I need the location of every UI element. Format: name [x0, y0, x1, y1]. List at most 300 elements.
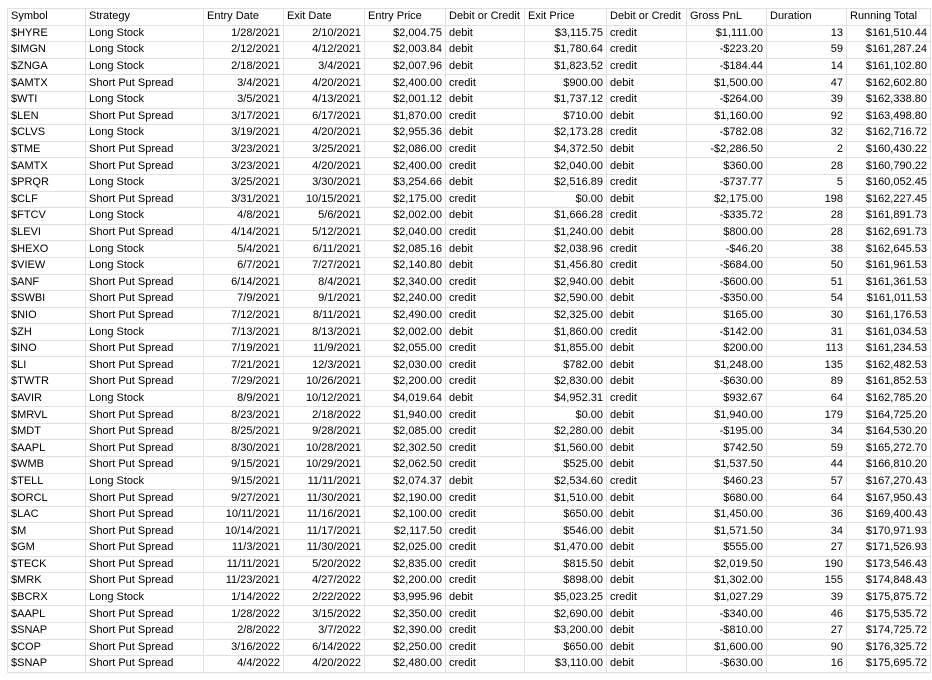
- cell-gross-pnl: $2,175.00: [687, 191, 767, 208]
- cell-entry-price: $2,140.80: [365, 257, 446, 274]
- cell-entry-debit-or-credit: credit: [446, 340, 525, 357]
- cell-duration: 59: [767, 42, 847, 59]
- cell-exit-price: $1,823.52: [525, 58, 607, 75]
- cell-strategy: Long Stock: [86, 125, 204, 142]
- cell-exit-price: $900.00: [525, 75, 607, 92]
- cell-exit-date: 2/10/2021: [284, 25, 365, 42]
- cell-running-total: $161,510.44: [847, 25, 931, 42]
- cell-gross-pnl: $1,027.29: [687, 589, 767, 606]
- table-row: [8, 58, 931, 75]
- cell-entry-price: $2,074.37: [365, 473, 446, 490]
- cell-exit-date: 6/17/2021: [284, 108, 365, 125]
- cell-entry-debit-or-credit: credit: [446, 307, 525, 324]
- cell-exit-date: 8/11/2021: [284, 307, 365, 324]
- cell-entry-date: 4/4/2022: [204, 656, 284, 673]
- cell-exit-date: 3/7/2022: [284, 622, 365, 639]
- cell-duration: 57: [767, 473, 847, 490]
- table-row: [8, 390, 931, 407]
- cell-symbol: $ORCL: [8, 490, 86, 507]
- table-row: [8, 174, 931, 191]
- cell-exit-price: $525.00: [525, 457, 607, 474]
- table-row: [8, 208, 931, 225]
- cell-gross-pnl: -$810.00: [687, 622, 767, 639]
- cell-symbol: $CLVS: [8, 125, 86, 142]
- cell-duration: 44: [767, 457, 847, 474]
- cell-exit-price: $2,534.60: [525, 473, 607, 490]
- cell-entry-debit-or-credit: credit: [446, 573, 525, 590]
- cell-exit-price: $2,280.00: [525, 423, 607, 440]
- cell-symbol: $AAPL: [8, 606, 86, 623]
- cell-exit-debit-or-credit: credit: [607, 241, 687, 258]
- cell-entry-debit-or-credit: credit: [446, 506, 525, 523]
- cell-gross-pnl: -$184.44: [687, 58, 767, 75]
- cell-strategy: Short Put Spread: [86, 457, 204, 474]
- cell-duration: 39: [767, 589, 847, 606]
- cell-exit-debit-or-credit: debit: [607, 523, 687, 540]
- cell-entry-date: 8/25/2021: [204, 423, 284, 440]
- cell-exit-price: $3,200.00: [525, 622, 607, 639]
- cell-entry-debit-or-credit: debit: [446, 473, 525, 490]
- cell-exit-date: 10/29/2021: [284, 457, 365, 474]
- column-header-exit-date: Exit Date: [284, 9, 365, 26]
- cell-gross-pnl: $1,302.00: [687, 573, 767, 590]
- cell-duration: 50: [767, 257, 847, 274]
- cell-strategy: Short Put Spread: [86, 291, 204, 308]
- cell-duration: 32: [767, 125, 847, 142]
- cell-exit-price: $710.00: [525, 108, 607, 125]
- cell-entry-debit-or-credit: credit: [446, 374, 525, 391]
- cell-entry-debit-or-credit: credit: [446, 639, 525, 656]
- cell-entry-date: 7/12/2021: [204, 307, 284, 324]
- cell-duration: 64: [767, 390, 847, 407]
- cell-strategy: Long Stock: [86, 241, 204, 258]
- cell-symbol: $MRVL: [8, 407, 86, 424]
- cell-entry-price: $2,085.00: [365, 423, 446, 440]
- cell-entry-debit-or-credit: credit: [446, 490, 525, 507]
- cell-duration: 190: [767, 556, 847, 573]
- cell-exit-debit-or-credit: debit: [607, 407, 687, 424]
- cell-exit-date: 5/12/2021: [284, 224, 365, 241]
- column-header-running-total: Running Total: [847, 9, 931, 26]
- cell-running-total: $161,361.53: [847, 274, 931, 291]
- cell-exit-date: 5/6/2021: [284, 208, 365, 225]
- cell-strategy: Short Put Spread: [86, 556, 204, 573]
- cell-exit-date: 5/20/2022: [284, 556, 365, 573]
- cell-symbol: $SNAP: [8, 656, 86, 673]
- cell-symbol: $BCRX: [8, 589, 86, 606]
- cell-entry-debit-or-credit: credit: [446, 556, 525, 573]
- cell-running-total: $161,011.53: [847, 291, 931, 308]
- cell-exit-price: $815.50: [525, 556, 607, 573]
- table-row: [8, 191, 931, 208]
- cell-entry-price: $2,390.00: [365, 622, 446, 639]
- cell-entry-debit-or-credit: credit: [446, 457, 525, 474]
- cell-entry-date: 3/25/2021: [204, 174, 284, 191]
- table-row: [8, 374, 931, 391]
- cell-running-total: $162,602.80: [847, 75, 931, 92]
- cell-exit-price: $3,115.75: [525, 25, 607, 42]
- cell-gross-pnl: -$46.20: [687, 241, 767, 258]
- cell-duration: 13: [767, 25, 847, 42]
- table-row: [8, 158, 931, 175]
- cell-exit-date: 10/12/2021: [284, 390, 365, 407]
- cell-strategy: Short Put Spread: [86, 656, 204, 673]
- cell-exit-debit-or-credit: debit: [607, 75, 687, 92]
- cell-running-total: $162,785.20: [847, 390, 931, 407]
- cell-symbol: $VIEW: [8, 257, 86, 274]
- cell-gross-pnl: $2,019.50: [687, 556, 767, 573]
- table-row: [8, 573, 931, 590]
- cell-exit-price: $0.00: [525, 407, 607, 424]
- cell-exit-price: $1,240.00: [525, 224, 607, 241]
- cell-entry-price: $2,040.00: [365, 224, 446, 241]
- cell-strategy: Short Put Spread: [86, 523, 204, 540]
- cell-exit-debit-or-credit: credit: [607, 589, 687, 606]
- cell-strategy: Long Stock: [86, 42, 204, 59]
- cell-exit-debit-or-credit: debit: [607, 108, 687, 125]
- cell-exit-price: $782.00: [525, 357, 607, 374]
- cell-exit-debit-or-credit: debit: [607, 506, 687, 523]
- cell-running-total: $163,498.80: [847, 108, 931, 125]
- cell-gross-pnl: $1,940.00: [687, 407, 767, 424]
- cell-entry-date: 8/30/2021: [204, 440, 284, 457]
- cell-exit-debit-or-credit: debit: [607, 291, 687, 308]
- cell-entry-debit-or-credit: debit: [446, 589, 525, 606]
- cell-exit-price: $1,456.80: [525, 257, 607, 274]
- cell-entry-debit-or-credit: credit: [446, 75, 525, 92]
- cell-strategy: Short Put Spread: [86, 440, 204, 457]
- cell-duration: 92: [767, 108, 847, 125]
- cell-running-total: $166,810.20: [847, 457, 931, 474]
- cell-gross-pnl: $460.23: [687, 473, 767, 490]
- cell-exit-price: $3,110.00: [525, 656, 607, 673]
- cell-entry-date: 3/23/2021: [204, 141, 284, 158]
- cell-symbol: $AVIR: [8, 390, 86, 407]
- cell-duration: 198: [767, 191, 847, 208]
- cell-entry-debit-or-credit: credit: [446, 158, 525, 175]
- cell-entry-debit-or-credit: credit: [446, 108, 525, 125]
- cell-duration: 5: [767, 174, 847, 191]
- cell-exit-price: $2,940.00: [525, 274, 607, 291]
- cell-duration: 89: [767, 374, 847, 391]
- cell-strategy: Short Put Spread: [86, 357, 204, 374]
- cell-duration: 135: [767, 357, 847, 374]
- cell-entry-date: 10/11/2021: [204, 506, 284, 523]
- cell-strategy: Short Put Spread: [86, 639, 204, 656]
- cell-entry-date: 3/17/2021: [204, 108, 284, 125]
- cell-exit-date: 4/12/2021: [284, 42, 365, 59]
- cell-strategy: Long Stock: [86, 58, 204, 75]
- table-row: [8, 274, 931, 291]
- cell-strategy: Short Put Spread: [86, 423, 204, 440]
- cell-exit-date: 3/30/2021: [284, 174, 365, 191]
- cell-running-total: $169,400.43: [847, 506, 931, 523]
- cell-running-total: $175,535.72: [847, 606, 931, 623]
- cell-exit-debit-or-credit: debit: [607, 374, 687, 391]
- cell-entry-debit-or-credit: debit: [446, 91, 525, 108]
- cell-entry-date: 9/15/2021: [204, 457, 284, 474]
- cell-entry-date: 10/14/2021: [204, 523, 284, 540]
- cell-entry-date: 7/9/2021: [204, 291, 284, 308]
- cell-exit-date: 6/11/2021: [284, 241, 365, 258]
- cell-symbol: $FTCV: [8, 208, 86, 225]
- cell-strategy: Long Stock: [86, 589, 204, 606]
- cell-exit-price: $2,590.00: [525, 291, 607, 308]
- cell-exit-date: 7/27/2021: [284, 257, 365, 274]
- cell-entry-date: 11/3/2021: [204, 540, 284, 557]
- column-header-entry-debit-or-credit: Debit or Credit: [446, 9, 525, 26]
- cell-entry-price: $2,490.00: [365, 307, 446, 324]
- cell-entry-date: 3/23/2021: [204, 158, 284, 175]
- cell-entry-date: 4/8/2021: [204, 208, 284, 225]
- cell-exit-price: $1,860.00: [525, 324, 607, 341]
- cell-entry-debit-or-credit: credit: [446, 407, 525, 424]
- cell-entry-debit-or-credit: debit: [446, 174, 525, 191]
- cell-entry-price: $2,062.50: [365, 457, 446, 474]
- cell-exit-debit-or-credit: debit: [607, 423, 687, 440]
- cell-running-total: $162,691.73: [847, 224, 931, 241]
- cell-symbol: $GM: [8, 540, 86, 557]
- cell-entry-debit-or-credit: debit: [446, 390, 525, 407]
- cell-symbol: $M: [8, 523, 86, 540]
- cell-exit-date: 4/20/2021: [284, 158, 365, 175]
- cell-entry-date: 1/28/2021: [204, 25, 284, 42]
- cell-exit-price: $1,737.12: [525, 91, 607, 108]
- cell-exit-date: 10/15/2021: [284, 191, 365, 208]
- cell-entry-price: $2,001.12: [365, 91, 446, 108]
- cell-symbol: $AAPL: [8, 440, 86, 457]
- cell-exit-price: $2,325.00: [525, 307, 607, 324]
- cell-exit-price: $4,372.50: [525, 141, 607, 158]
- cell-running-total: $167,270.43: [847, 473, 931, 490]
- cell-symbol: $WMB: [8, 457, 86, 474]
- cell-entry-price: $2,003.84: [365, 42, 446, 59]
- cell-entry-price: $2,200.00: [365, 573, 446, 590]
- cell-exit-price: $1,855.00: [525, 340, 607, 357]
- cell-exit-date: 2/18/2022: [284, 407, 365, 424]
- cell-strategy: Short Put Spread: [86, 374, 204, 391]
- cell-entry-debit-or-credit: credit: [446, 291, 525, 308]
- cell-duration: 113: [767, 340, 847, 357]
- cell-strategy: Long Stock: [86, 174, 204, 191]
- cell-running-total: $161,034.53: [847, 324, 931, 341]
- column-header-gross-pnl: Gross PnL: [687, 9, 767, 26]
- cell-duration: 27: [767, 540, 847, 557]
- cell-entry-price: $2,175.00: [365, 191, 446, 208]
- table-row: [8, 540, 931, 557]
- table-row: [8, 42, 931, 59]
- cell-exit-date: 11/17/2021: [284, 523, 365, 540]
- cell-exit-price: $1,560.00: [525, 440, 607, 457]
- cell-entry-price: $2,340.00: [365, 274, 446, 291]
- cell-entry-price: $2,100.00: [365, 506, 446, 523]
- cell-entry-debit-or-credit: debit: [446, 241, 525, 258]
- cell-entry-date: 5/4/2021: [204, 241, 284, 258]
- cell-entry-date: 11/23/2021: [204, 573, 284, 590]
- cell-exit-date: 3/25/2021: [284, 141, 365, 158]
- cell-symbol: $AMTX: [8, 158, 86, 175]
- cell-running-total: $161,287.24: [847, 42, 931, 59]
- cell-strategy: Short Put Spread: [86, 606, 204, 623]
- cell-entry-date: 7/21/2021: [204, 357, 284, 374]
- cell-gross-pnl: $1,600.00: [687, 639, 767, 656]
- cell-strategy: Short Put Spread: [86, 506, 204, 523]
- cell-entry-debit-or-credit: credit: [446, 540, 525, 557]
- cell-gross-pnl: -$142.00: [687, 324, 767, 341]
- cell-running-total: $164,530.20: [847, 423, 931, 440]
- cell-exit-debit-or-credit: debit: [607, 357, 687, 374]
- cell-running-total: $162,227.45: [847, 191, 931, 208]
- cell-exit-date: 4/20/2022: [284, 656, 365, 673]
- cell-running-total: $162,482.53: [847, 357, 931, 374]
- cell-duration: 14: [767, 58, 847, 75]
- cell-entry-date: 1/28/2022: [204, 606, 284, 623]
- header-row: [8, 9, 931, 26]
- cell-symbol: $CLF: [8, 191, 86, 208]
- cell-exit-debit-or-credit: debit: [607, 457, 687, 474]
- cell-entry-price: $2,085.16: [365, 241, 446, 258]
- table-row: [8, 324, 931, 341]
- table-header: [8, 9, 931, 26]
- column-header-entry-date: Entry Date: [204, 9, 284, 26]
- table-row: [8, 407, 931, 424]
- cell-strategy: Long Stock: [86, 91, 204, 108]
- cell-exit-debit-or-credit: credit: [607, 390, 687, 407]
- cell-exit-debit-or-credit: debit: [607, 490, 687, 507]
- cell-entry-price: $2,117.50: [365, 523, 446, 540]
- cell-exit-price: $2,830.00: [525, 374, 607, 391]
- cell-entry-date: 6/14/2021: [204, 274, 284, 291]
- cell-strategy: Long Stock: [86, 473, 204, 490]
- cell-entry-price: $2,007.96: [365, 58, 446, 75]
- cell-exit-debit-or-credit: credit: [607, 174, 687, 191]
- table-row: [8, 25, 931, 42]
- cell-exit-date: 9/1/2021: [284, 291, 365, 308]
- cell-exit-date: 6/14/2022: [284, 639, 365, 656]
- cell-running-total: $167,950.43: [847, 490, 931, 507]
- cell-strategy: Short Put Spread: [86, 191, 204, 208]
- cell-exit-debit-or-credit: credit: [607, 208, 687, 225]
- cell-strategy: Long Stock: [86, 257, 204, 274]
- cell-running-total: $165,272.70: [847, 440, 931, 457]
- cell-exit-debit-or-credit: credit: [607, 125, 687, 142]
- cell-symbol: $COP: [8, 639, 86, 656]
- cell-entry-date: 8/9/2021: [204, 390, 284, 407]
- cell-entry-date: 7/19/2021: [204, 340, 284, 357]
- cell-gross-pnl: -$340.00: [687, 606, 767, 623]
- table-row: [8, 291, 931, 308]
- cell-entry-debit-or-credit: debit: [446, 58, 525, 75]
- table-row: [8, 75, 931, 92]
- cell-strategy: Short Put Spread: [86, 307, 204, 324]
- cell-entry-date: 3/16/2022: [204, 639, 284, 656]
- cell-exit-price: $2,040.00: [525, 158, 607, 175]
- table-row: [8, 523, 931, 540]
- table-row: [8, 506, 931, 523]
- cell-entry-price: $2,955.36: [365, 125, 446, 142]
- cell-symbol: $PRQR: [8, 174, 86, 191]
- cell-entry-price: $2,240.00: [365, 291, 446, 308]
- cell-exit-price: $2,173.28: [525, 125, 607, 142]
- table-row: [8, 241, 931, 258]
- cell-symbol: $TECK: [8, 556, 86, 573]
- table-row: [8, 91, 931, 108]
- cell-symbol: $LAC: [8, 506, 86, 523]
- cell-strategy: Long Stock: [86, 390, 204, 407]
- cell-symbol: $TME: [8, 141, 86, 158]
- cell-entry-price: $2,190.00: [365, 490, 446, 507]
- cell-duration: 39: [767, 91, 847, 108]
- cell-gross-pnl: $555.00: [687, 540, 767, 557]
- cell-gross-pnl: $1,248.00: [687, 357, 767, 374]
- table-row: [8, 440, 931, 457]
- cell-strategy: Short Put Spread: [86, 75, 204, 92]
- cell-entry-price: $1,940.00: [365, 407, 446, 424]
- cell-entry-debit-or-credit: credit: [446, 622, 525, 639]
- cell-exit-date: 4/27/2022: [284, 573, 365, 590]
- cell-gross-pnl: -$630.00: [687, 374, 767, 391]
- cell-entry-debit-or-credit: credit: [446, 141, 525, 158]
- cell-symbol: $HYRE: [8, 25, 86, 42]
- cell-entry-price: $2,400.00: [365, 75, 446, 92]
- cell-symbol: $NIO: [8, 307, 86, 324]
- trade-log-sheet: [7, 8, 931, 673]
- cell-strategy: Short Put Spread: [86, 490, 204, 507]
- cell-duration: 28: [767, 224, 847, 241]
- cell-entry-debit-or-credit: credit: [446, 656, 525, 673]
- cell-symbol: $TWTR: [8, 374, 86, 391]
- cell-entry-date: 6/7/2021: [204, 257, 284, 274]
- cell-duration: 54: [767, 291, 847, 308]
- cell-duration: 28: [767, 208, 847, 225]
- table-row: [8, 423, 931, 440]
- cell-gross-pnl: -$782.08: [687, 125, 767, 142]
- cell-duration: 59: [767, 440, 847, 457]
- table-row: [8, 622, 931, 639]
- cell-gross-pnl: -$335.72: [687, 208, 767, 225]
- cell-exit-date: 8/13/2021: [284, 324, 365, 341]
- table-row: [8, 224, 931, 241]
- table-row: [8, 257, 931, 274]
- cell-entry-date: 2/12/2021: [204, 42, 284, 59]
- cell-gross-pnl: $742.50: [687, 440, 767, 457]
- column-header-duration: Duration: [767, 9, 847, 26]
- cell-exit-price: $650.00: [525, 506, 607, 523]
- cell-exit-debit-or-credit: credit: [607, 91, 687, 108]
- cell-entry-debit-or-credit: debit: [446, 25, 525, 42]
- cell-running-total: $160,052.45: [847, 174, 931, 191]
- cell-exit-debit-or-credit: debit: [607, 440, 687, 457]
- cell-duration: 51: [767, 274, 847, 291]
- cell-entry-price: $2,350.00: [365, 606, 446, 623]
- cell-duration: 2: [767, 141, 847, 158]
- table-row: [8, 656, 931, 673]
- column-header-entry-price: Entry Price: [365, 9, 446, 26]
- cell-exit-date: 8/4/2021: [284, 274, 365, 291]
- cell-gross-pnl: $1,111.00: [687, 25, 767, 42]
- cell-gross-pnl: -$350.00: [687, 291, 767, 308]
- cell-entry-date: 4/14/2021: [204, 224, 284, 241]
- table-row: [8, 357, 931, 374]
- cell-running-total: $174,848.43: [847, 573, 931, 590]
- cell-duration: 46: [767, 606, 847, 623]
- cell-entry-price: $3,254.66: [365, 174, 446, 191]
- cell-entry-price: $2,002.00: [365, 324, 446, 341]
- cell-running-total: $161,852.53: [847, 374, 931, 391]
- cell-gross-pnl: -$684.00: [687, 257, 767, 274]
- cell-strategy: Long Stock: [86, 208, 204, 225]
- cell-running-total: $160,430.22: [847, 141, 931, 158]
